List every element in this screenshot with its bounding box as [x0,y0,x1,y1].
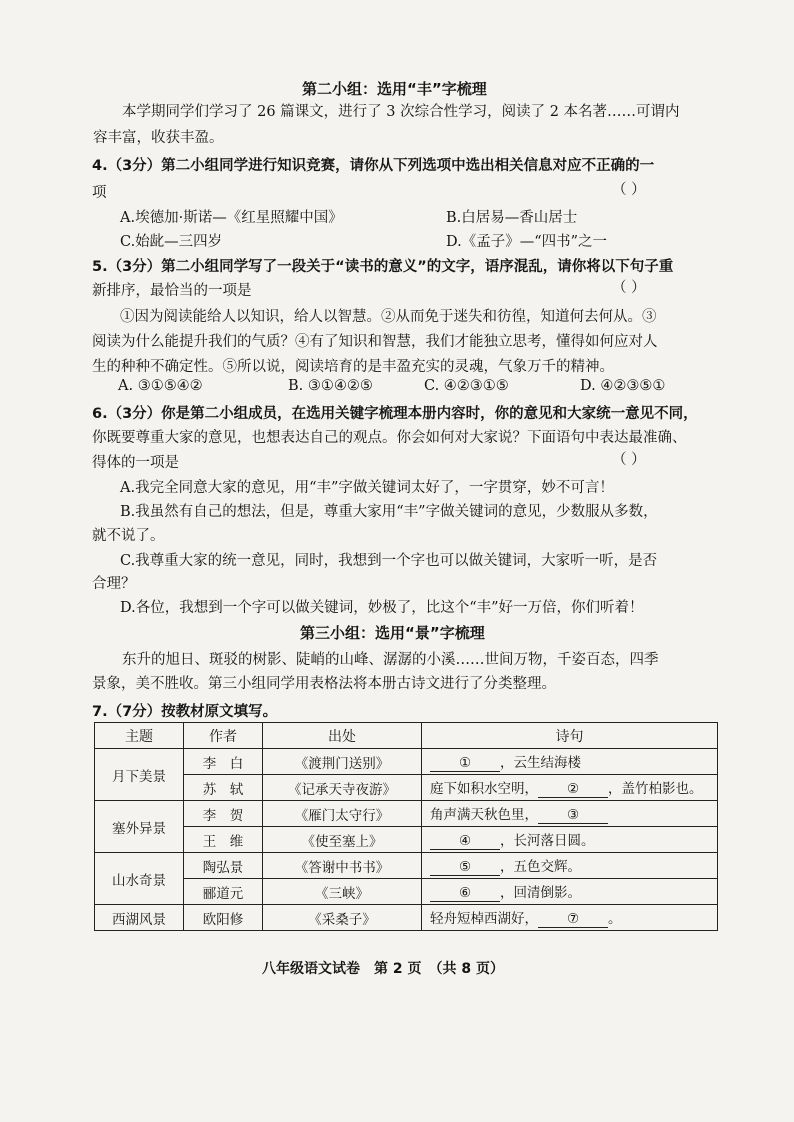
verse-cell: ④ ，长河落日圆。 [422,827,718,853]
author-cell: 欧阳修 [184,905,263,931]
header-source: 出处 [263,723,422,749]
q5-answer-bracket[interactable]: （ ） [612,280,646,296]
group3-intro-line2: 景象，美不胜收。第三小组同学用表格法将本册古诗文进行了分类整理。 [92,676,556,692]
q6-stem-line3: 得体的一项是 [92,455,179,471]
header-theme: 主题 [95,723,184,749]
header-verse: 诗句 [422,723,718,749]
source-cell: 《采桑子》 [263,905,422,931]
group2-intro-line2: 容丰富，收获丰盈。 [93,130,224,146]
q5-passage-line3: 生的种种不确定性。⑤所以说，阅读培育的是丰盈充实的灵魂，气象万千的精神。 [92,359,614,375]
verse-cell: ① ，云生结海楼 [422,749,718,775]
source-cell: 《渡荆门送别》 [263,749,422,775]
source-cell: 《记承天寺夜游》 [263,775,422,801]
table-row [95,775,718,801]
q5-passage-line1: ①因为阅读能给人以知识，给人以智慧。②从而免于迷失和彷徨，知道何去何从。③ [120,309,657,325]
q4-answer-bracket[interactable]: （ ） [612,182,646,198]
q5-option-a[interactable]: A. ③①⑤④② [118,378,203,394]
q6-option-d[interactable]: D.各位，我想到一个字可以做关键词，妙极了，比这个“丰”好一万倍，你们听着！ [120,600,644,616]
q6-stem-line1: 6.（3分）你是第二小组成员，在选用关键字梳理本册内容时，你的意见和大家统一意见不同， [92,406,698,422]
group3-intro-line1: 东升的旭日、斑驳的树影、陡峭的山峰、潺潺的小溪……世间万物，千姿百态，四季 [122,652,659,668]
q6-option-a[interactable]: A.我完全同意大家的意见，用“丰”字做关键词太好了，一字贯穿，妙不可言！ [120,480,614,496]
table-row [95,801,718,827]
fill-blank-2[interactable]: ② [538,781,608,798]
q6-option-b-line2[interactable]: 就不说了。 [92,528,165,544]
author-cell: 郦道元 [184,879,263,905]
theme-cell: 塞外异景 [95,801,184,853]
theme-cell: 月下美景 [95,749,184,801]
q6-option-c-line2[interactable]: 合理？ [92,576,136,592]
q4-option-a[interactable]: A.埃德加·斯诺—《红星照耀中国》 [120,210,343,226]
fill-blank-4[interactable]: ④ [430,833,500,850]
q5-option-d[interactable]: D. ④②③⑤① [580,378,666,394]
verse-cell: ⑥ ，回清倒影。 [422,879,718,905]
table-row [95,905,718,931]
verse-cell: 轻舟短棹西湖好， ⑦ 。 [422,905,718,931]
q6-answer-bracket[interactable]: （ ） [612,452,646,468]
q5-stem-line2: 新排序，最恰当的一项是 [92,283,252,299]
q4-option-c[interactable]: C.始龀—三四岁 [120,234,223,250]
q6-option-b-line1[interactable]: B.我虽然有自己的想法，但是，尊重大家用“丰”字做关键词的意见，少数服从多数， [120,504,658,520]
source-cell: 《雁门太守行》 [263,801,422,827]
q5-option-c[interactable]: C. ④②③①⑤ [424,378,509,394]
fill-blank-6[interactable]: ⑥ [430,885,500,902]
q4-option-d[interactable]: D.《孟子》—“四书”之一 [446,234,608,250]
q7-stem: 7.（7分）按教材原文填写。 [92,704,278,720]
fill-blank-7[interactable]: ⑦ [538,911,608,928]
table-row [95,879,718,905]
q5-passage-line2: 阅读为什么能提升我们的气质？④有了知识和智慧，我们才能独立思考，懂得如何应对人 [92,334,658,350]
author-cell: 李 贺 [184,801,263,827]
table-row [95,749,718,775]
q5-option-b[interactable]: B. ③①④②⑤ [288,378,373,394]
group2-title: 第二小组：选用“丰”字梳理 [302,80,487,98]
verse-cell: ⑤ ，五色交辉。 [422,853,718,879]
table-row [95,853,718,879]
group3-title: 第三小组：选用“景”字梳理 [300,624,485,642]
source-cell: 《三峡》 [263,879,422,905]
q4-stem-line2: 项 [92,185,107,201]
q6-stem-line2: 你既要尊重大家的意见，也想表达自己的观点。你会如何对大家说？下面语句中表达最准确、 [92,430,687,446]
q4-stem-line1: 4.（3分）第二小组同学进行知识竞赛，请你从下列选项中选出相关信息对应不正确的一 [92,158,655,174]
author-cell: 王 维 [184,827,263,853]
author-cell: 陶弘景 [184,853,263,879]
verse-cell: 庭下如积水空明， ② ，盖竹柏影也。 [422,775,718,801]
q5-stem-line1: 5.（3分）第二小组同学写了一段关于“读书的意义”的文字，语序混乱，请你将以下句子重 [92,259,674,275]
source-cell: 《使至塞上》 [263,827,422,853]
q4-option-b[interactable]: B.白居易—香山居士 [446,210,578,226]
group2-intro-line1: 本学期同学们学习了 26 篇课文，进行了 3 次综合性学习，阅读了 2 本名著……可谓内 [122,104,680,120]
author-cell: 苏 轼 [184,775,263,801]
fill-blank-5[interactable]: ⑤ [430,859,500,876]
theme-cell: 山水奇景 [95,853,184,905]
table-header-row [95,723,718,749]
verse-cell: 角声满天秋色里， ③ [422,801,718,827]
theme-cell: 西湖风景 [95,905,184,931]
author-cell: 李 白 [184,749,263,775]
table-row [95,827,718,853]
header-author: 作者 [184,723,263,749]
source-cell: 《答谢中书书》 [263,853,422,879]
page-footer: 八年级语文试卷 第 2 页 （共 8 页） [262,961,504,977]
poem-table [94,722,718,931]
fill-blank-3[interactable]: ③ [538,807,608,824]
q6-option-c-line1[interactable]: C.我尊重大家的统一意见，同时，我想到一个字也可以做关键词，大家听一听，是否 [120,553,658,569]
fill-blank-1[interactable]: ① [430,755,500,772]
